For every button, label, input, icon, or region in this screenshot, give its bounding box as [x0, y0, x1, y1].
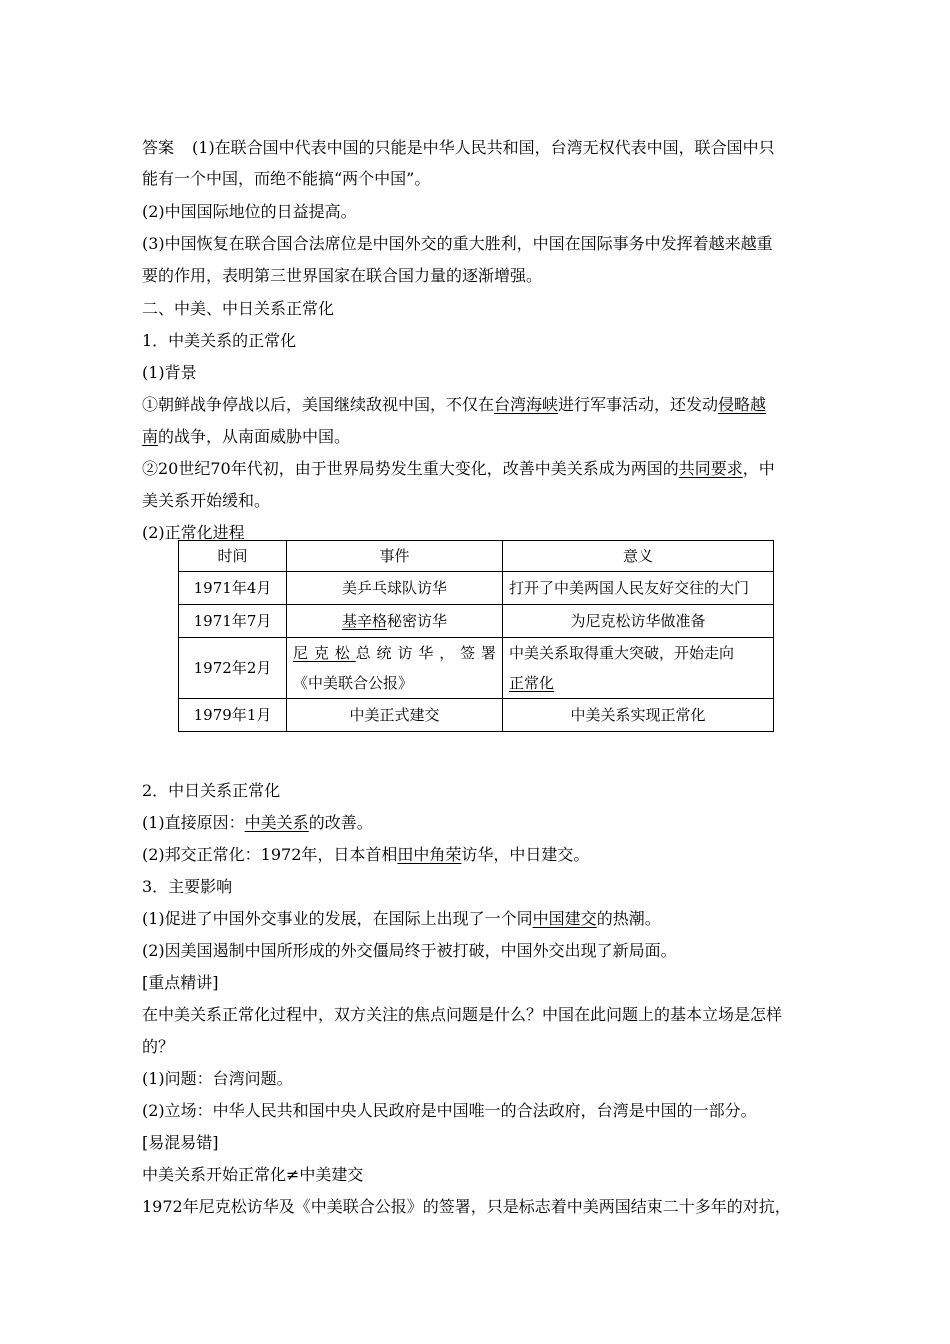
table-header-row [179, 541, 774, 572]
background-label: (1)背景 [142, 363, 197, 382]
keyword-taiwan-strait: 台湾海峡 [494, 395, 559, 414]
column-header-time: 时间 [179, 541, 287, 572]
background-item-2-cont: 美关系开始缓和。 [142, 491, 271, 510]
table-row: 1971年7月 基辛格秘密访华 为尼克松访华做准备 [179, 605, 774, 638]
background-item-2: ②20世纪70年代初，由于世界局势发生重大变化，改善中美关系成为两国的共同要求，中 [142, 459, 775, 478]
subheading-sino-us: 1．中美关系的正常化 [142, 331, 297, 350]
column-header-significance: 意义 [503, 541, 774, 572]
subheading-impact: 3．主要影响 [142, 877, 233, 896]
confusion-title: 中美关系开始正常化≠中美建交 [142, 1165, 364, 1184]
background-item-1: ①朝鲜战争停战以后，美国继续敌视中国，不仅在台湾海峡进行军事活动，还发动侵略越 [142, 395, 767, 414]
confusion-text: 1972年尼克松访华及《中美联合公报》的签署，只是标志着中美两国结束二十多年的对抗， [142, 1197, 791, 1216]
impact-item-1: (1)促进了中国外交事业的发展，在国际上出现了一个同中国建交的热潮。 [142, 909, 661, 928]
column-header-event: 事件 [287, 541, 503, 572]
key-question: 在中美关系正常化过程中，双方关注的焦点问题是什么？中国在此问题上的基本立场是怎样 [142, 1005, 783, 1024]
answer-point-3: (3)中国恢复在联合国合法席位是中国外交的重大胜利，中国在国际事务中发挥着越来越重 [142, 234, 773, 253]
key-answer-2: (2)立场：中华人民共和国中央人民政府是中国唯一的合法政府，台湾是中国的一部分。 [142, 1101, 757, 1120]
sino-japan-item-1: (1)直接原因：中美关系的改善。 [142, 813, 373, 832]
confusion-label: [易混易错] [142, 1133, 219, 1152]
answer-point-3-cont: 要的作用，表明第三世界国家在联合国力量的逐渐增强。 [142, 266, 543, 285]
subheading-sino-japan: 2．中日关系正常化 [142, 781, 281, 800]
keyword-invade-vietnam: 侵略越 [718, 395, 767, 414]
key-points-label: [重点精讲] [142, 973, 219, 992]
table-row: 1972年2月 尼克松总统访华，签署 《中美联合公报》 中美关系取得重大突破，开始走向 正常化 [179, 638, 774, 699]
answer-label: 答案 [142, 138, 175, 157]
key-question-cont: 的？ [142, 1037, 175, 1056]
sino-japan-item-2: (2)邦交正常化：1972年，日本首相田中角荣访华，中日建交。 [142, 845, 590, 864]
section-heading: 二、中美、中日关系正常化 [142, 299, 335, 318]
process-label: (2)正常化进程 [142, 523, 245, 542]
table-row: 1971年4月 美乒乓球队访华 打开了中美两国人民友好交往的大门 [179, 572, 774, 605]
keyword-common-demand: 共同要求 [678, 459, 743, 478]
answer-line-2: 能有一个中国，而绝不能搞“两个中国”。 [142, 169, 431, 188]
table-row: 1979年1月 中美正式建交 中美关系实现正常化 [179, 699, 774, 732]
answer-line-1: 答案 (1)在联合国中代表中国的只能是中华人民共和国，台湾无权代表中国，联合国中只 [142, 138, 775, 157]
normalization-table [178, 540, 774, 732]
key-answer-1: (1)问题：台湾问题。 [142, 1069, 293, 1088]
impact-item-2: (2)因美国遏制中国所形成的外交僵局终于被打破，中国外交出现了新局面。 [142, 941, 677, 960]
answer-point-2: (2)中国国际地位的日益提高。 [142, 202, 357, 221]
background-item-1-cont: 南的战争，从南面威胁中国。 [142, 427, 351, 446]
